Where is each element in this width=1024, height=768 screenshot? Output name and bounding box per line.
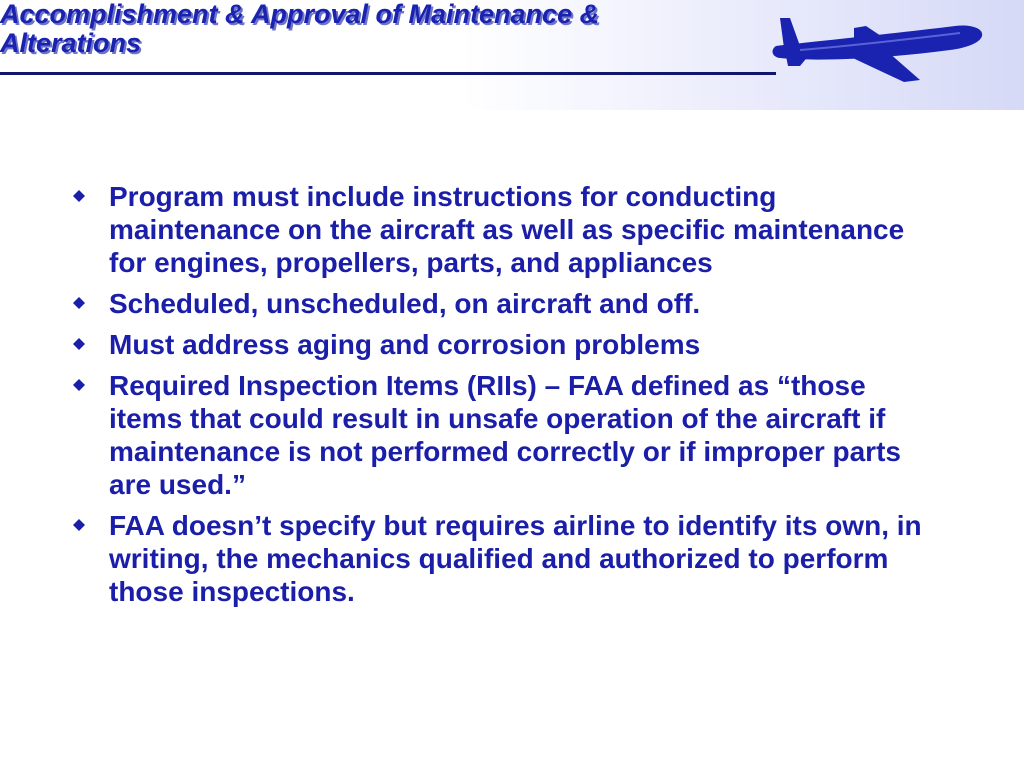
- bullet-text: Required Inspection Items (RIIs) – FAA defined as “those items that could result in unsafe operation of the aircraft if maintenance is not performed correctly or if improper parts are used.”: [109, 370, 901, 500]
- bullet-item: [70, 369, 930, 501]
- slide-title: [0, 0, 599, 58]
- bullet-list: [70, 180, 930, 616]
- bullet-item: [70, 180, 930, 279]
- bullet-item: [70, 287, 930, 320]
- diamond-icon: [73, 297, 85, 309]
- bullet-text: Scheduled, unscheduled, on aircraft and off.: [109, 288, 701, 319]
- bullet-item: [70, 509, 930, 608]
- diamond-icon: [73, 338, 85, 350]
- diamond-icon: [73, 519, 85, 531]
- airplane-icon: [770, 6, 990, 84]
- title-underline: [0, 72, 776, 75]
- bullet-text: Must address aging and corrosion problems: [109, 329, 701, 360]
- diamond-icon: [73, 190, 85, 202]
- bullet-text: FAA doesn’t specify but requires airline to identify its own, in writing, the mechanics qualified and authorized to perform those inspections.: [109, 510, 922, 607]
- bullet-item: [70, 328, 930, 361]
- diamond-icon: [73, 379, 85, 391]
- bullet-text: Program must include instructions for conducting maintenance on the aircraft as well as specific maintenance for engines, propellers, parts, and appliances: [109, 181, 905, 278]
- slide-title-line-1: Accomplishment & Approval of Maintenance &: [0, 0, 600, 29]
- slide-title-line-2: Alterations: [0, 28, 142, 58]
